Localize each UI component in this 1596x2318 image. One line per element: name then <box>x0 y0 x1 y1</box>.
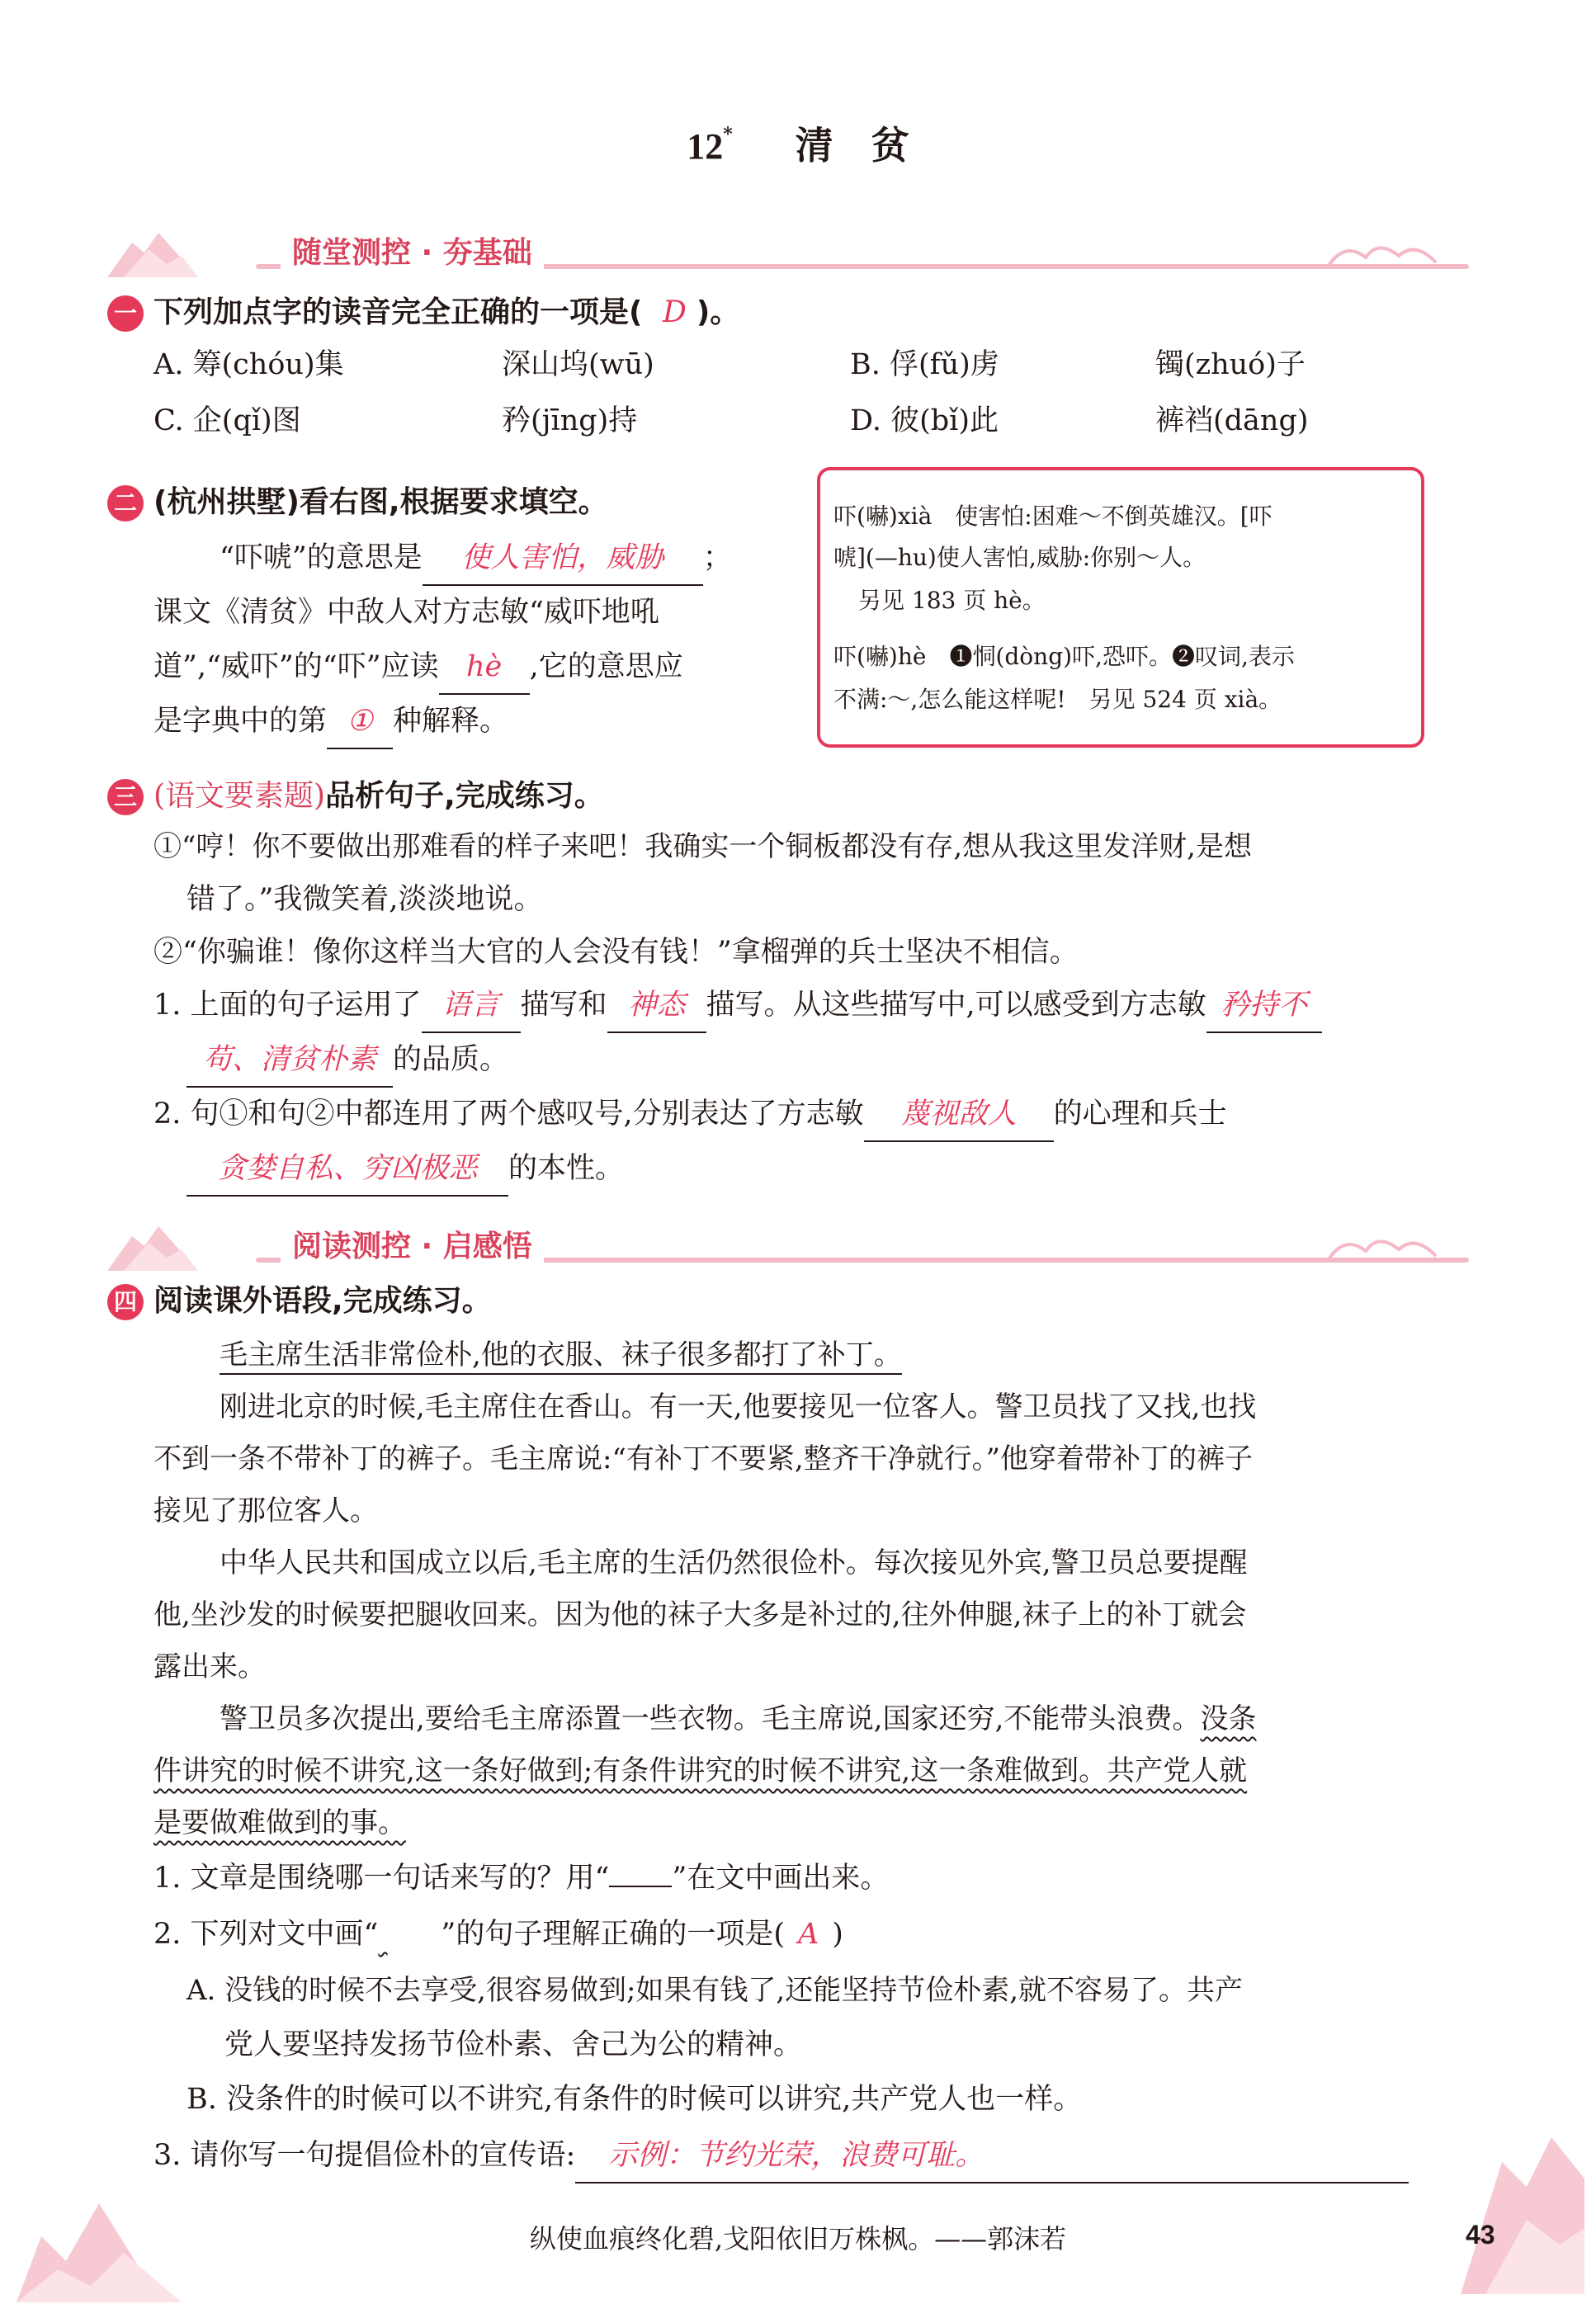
q4-prompt <box>107 1277 492 1320</box>
lesson-name: 清 贫 <box>795 123 909 168</box>
q2-badge: 二 <box>107 485 144 522</box>
q1-badge: 一 <box>107 295 144 332</box>
q3-p2c: 的本性。 <box>508 1152 625 1185</box>
q4-answer-2: A <box>797 1918 819 1951</box>
q2-prompt <box>107 479 608 522</box>
q3-answer-5: 贪婪自私、穷凶极恶 <box>187 1142 508 1197</box>
q4-option-a2: 党人要坚持发扬节俭朴素、舍己为公的精神。 <box>224 2028 803 2061</box>
cloud-deco-icon <box>1320 1226 1444 1268</box>
lesson-number: 12 <box>687 126 724 167</box>
q4-p2a: 2. 下列对文中画“ <box>153 1918 379 1951</box>
q3-sentence-2: ②“你骗谁！像你这样当大官的人会没有钱！”拿榴弹的兵士坚决不相信。 <box>153 936 1079 969</box>
q2-line-2: 课文《清贫》中敌人对方志敏“威吓地吼 <box>153 596 659 629</box>
q4-part-3 <box>153 2129 1409 2183</box>
wavy-sentence-end: 是要做难做到的事。 <box>153 1806 406 1839</box>
passage-para-3b: 他,坐沙发的时候要把腿收回来。因为他的袜子大多是补过的,往外伸腿,袜子上的补丁就会 <box>153 1598 1247 1631</box>
q3-tag: (语文要素题) <box>153 779 326 813</box>
wavy-sentence-start: 没条 <box>1200 1702 1257 1735</box>
q2-answer-1: 使人害怕，威胁 <box>423 531 703 586</box>
q2-l1a: “吓唬”的意思是 <box>220 541 423 574</box>
q3-part-2b <box>187 1142 624 1197</box>
passage-para-3c: 露出来。 <box>153 1650 266 1683</box>
mountain-icon <box>107 1221 198 1271</box>
q4-p1a: 1. 文章是围绕哪一句话来写的？用“ <box>153 1862 610 1895</box>
passage-para-2c: 接见了那位客人。 <box>153 1494 378 1527</box>
dict-row-5: 不满:～,怎么能这样呢! 另见 524 页 xià。 <box>833 686 1282 713</box>
q4-badge: 四 <box>107 1284 144 1320</box>
q4-option-b: B. 没条件的时候可以不讲究,有条件的时候可以讲究,共产党人也一样。 <box>187 2083 1083 2116</box>
q3-sentence-1a: ①“哼！你不要做出那难看的样子来吧！我确实一个铜板都没有存,想从我这里发洋财,是想 <box>153 830 1252 863</box>
passage-para-2b: 不到一条不带补丁的裤子。毛主席说:“有补丁不要紧,整齐干净就行。”他穿着带补丁的裤子 <box>153 1442 1254 1475</box>
q2-l4a: 是字典中的第 <box>153 705 328 738</box>
lesson-star: * <box>723 123 733 145</box>
q4-p2b: ”的句子理解正确的一项是( <box>441 1918 785 1951</box>
passage-para-2a: 刚进北京的时候,毛主席住在香山。有一天,他要接见一位客人。警卫员找了又找,也找 <box>220 1390 1257 1423</box>
q3-p1c: 描写。从这些描写中,可以感受到方志敏 <box>706 989 1206 1022</box>
passage-para-1 <box>220 1329 902 1381</box>
dictionary-box <box>817 467 1424 748</box>
q2-answer-3: ① <box>327 695 393 749</box>
q2-line-1 <box>220 531 732 586</box>
q2-text: 看右图,根据要求填空。 <box>299 485 608 519</box>
q1-answer: D <box>663 295 687 329</box>
q2-line-3 <box>153 640 683 695</box>
q3-p1a: 1. 上面的句子运用了 <box>153 989 422 1022</box>
q3-sentence-1b: 错了。”我微笑着,淡淡地说。 <box>187 883 543 916</box>
passage-para-4c <box>153 1796 406 1849</box>
para4-text: 警卫员多次提出,要给毛主席添置一些衣物。毛主席说,国家还穷,不能带头浪费。 <box>220 1702 1201 1735</box>
section-title: 随堂测控 · 夯基础 <box>281 229 544 271</box>
q3-part-1 <box>153 979 1322 1033</box>
section-band-2 <box>107 1221 1469 1279</box>
q4-part-1 <box>153 1852 889 1905</box>
dict-row-3: 另见 183 页 hè。 <box>858 587 1046 614</box>
q1-prompt <box>107 289 739 332</box>
q1-close: )。 <box>696 295 740 329</box>
q3-prompt <box>107 772 604 815</box>
q3-p1d: 的品质。 <box>393 1043 509 1076</box>
q1-text: 下列加点字的读音完全正确的一项是( <box>153 295 643 329</box>
q1-opt-a2: 深山坞(wū) <box>502 348 654 381</box>
passage-para-4a <box>220 1692 1256 1745</box>
section-band-1 <box>107 228 1469 286</box>
passage-para-4b <box>153 1744 1247 1797</box>
q2-l1b: ； <box>702 541 732 574</box>
q3-part-1b <box>187 1033 508 1088</box>
passage-para-3a: 中华人民共和国成立以后,毛主席的生活仍然很俭朴。每次接见外宾,警卫员总要提醒 <box>220 1546 1248 1579</box>
q2-l3a: 道”,“威吓”的“吓”应读 <box>153 650 439 683</box>
q4-part-2 <box>153 1908 843 1961</box>
wavy-sentence-mid: 件讲究的时候不讲究,这一条好做到;有条件讲究的时候不讲究,这一条难做到。共产党人就 <box>153 1754 1248 1787</box>
q4-option-a1: A. 没钱的时候不去享受,很容易做到;如果有钱了,还能坚持节俭朴素,就不容易了。共产 <box>187 1974 1244 2007</box>
q2-l3b: ,它的意思应 <box>529 650 683 683</box>
q4-answer-3: 示例：节约光荣，浪费可耻。 <box>575 2129 1409 2183</box>
q2-tag: (杭州拱墅) <box>153 485 300 519</box>
key-sentence: 毛主席生活非常俭朴,他的衣服、袜子很多都打了补丁。 <box>220 1338 902 1375</box>
q3-p2b: 的心理和兵士 <box>1053 1098 1227 1131</box>
q4-text: 阅读课外语段,完成练习。 <box>153 1284 492 1318</box>
q1-opt-d2: 裤裆(dāng) <box>1155 404 1309 437</box>
q3-badge: 三 <box>107 779 144 815</box>
footer-quote: 纵使血痕终化碧,戈阳依旧万株枫。——郭沫若 <box>529 2223 1067 2254</box>
q3-answer-4: 蔑视敌人 <box>864 1088 1054 1142</box>
q1-opt-a: A. 筹(chóu)集 <box>153 348 344 381</box>
q4-blank-1 <box>609 1886 672 1887</box>
q3-p1b: 描写和 <box>520 989 607 1022</box>
dict-row-1: 吓(嚇)xià 使害怕:困难～不倒英雄汉。[吓 <box>833 503 1273 530</box>
q3-answer-3: 矜持不 <box>1206 979 1322 1033</box>
q1-opt-d: D. 彼(bǐ)此 <box>850 404 999 437</box>
q1-opt-b2: 镯(zhuó)子 <box>1155 348 1306 381</box>
q3-answer-3b: 苟、清贫朴素 <box>187 1033 393 1088</box>
q1-opt-c2: 矜(jīng)持 <box>502 404 638 437</box>
q4-p3a: 3. 请你写一句提倡俭朴的宣传语: <box>153 2139 576 2172</box>
q3-text: 品析句子,完成练习。 <box>325 779 604 813</box>
q4-p2c: ) <box>832 1918 843 1951</box>
lesson-title <box>0 116 1596 170</box>
q1-opt-b: B. 俘(fǔ)虏 <box>850 348 999 381</box>
q4-p1b: ”在文中画出来。 <box>672 1862 890 1895</box>
dict-row-4: 吓(嚇)hè ❶恫(dòng)吓,恐吓。❷叹词,表示 <box>833 643 1295 670</box>
q4-wavy-mark <box>378 1908 441 1961</box>
q1-opt-c: C. 企(qǐ)图 <box>153 404 301 437</box>
q2-answer-2: hè <box>439 640 530 695</box>
mountain-icon <box>107 228 198 277</box>
q2-l4b: 种解释。 <box>393 705 509 738</box>
section-title: 阅读测控 · 启感悟 <box>281 1223 544 1265</box>
cloud-deco-icon <box>1320 233 1444 274</box>
q3-answer-1: 语言 <box>422 979 521 1033</box>
dict-row-2: 唬](—hu)使人害怕,威胁:你别～人。 <box>833 544 1206 571</box>
page-number: 43 <box>1466 2220 1495 2250</box>
q3-part-2 <box>153 1088 1227 1142</box>
q3-answer-2: 神态 <box>607 979 706 1033</box>
q2-line-4 <box>153 695 508 749</box>
q3-p2a: 2. 句①和句②中都连用了两个感叹号,分别表达了方志敏 <box>153 1098 864 1131</box>
mountain-deco-icon <box>1411 2129 1584 2294</box>
